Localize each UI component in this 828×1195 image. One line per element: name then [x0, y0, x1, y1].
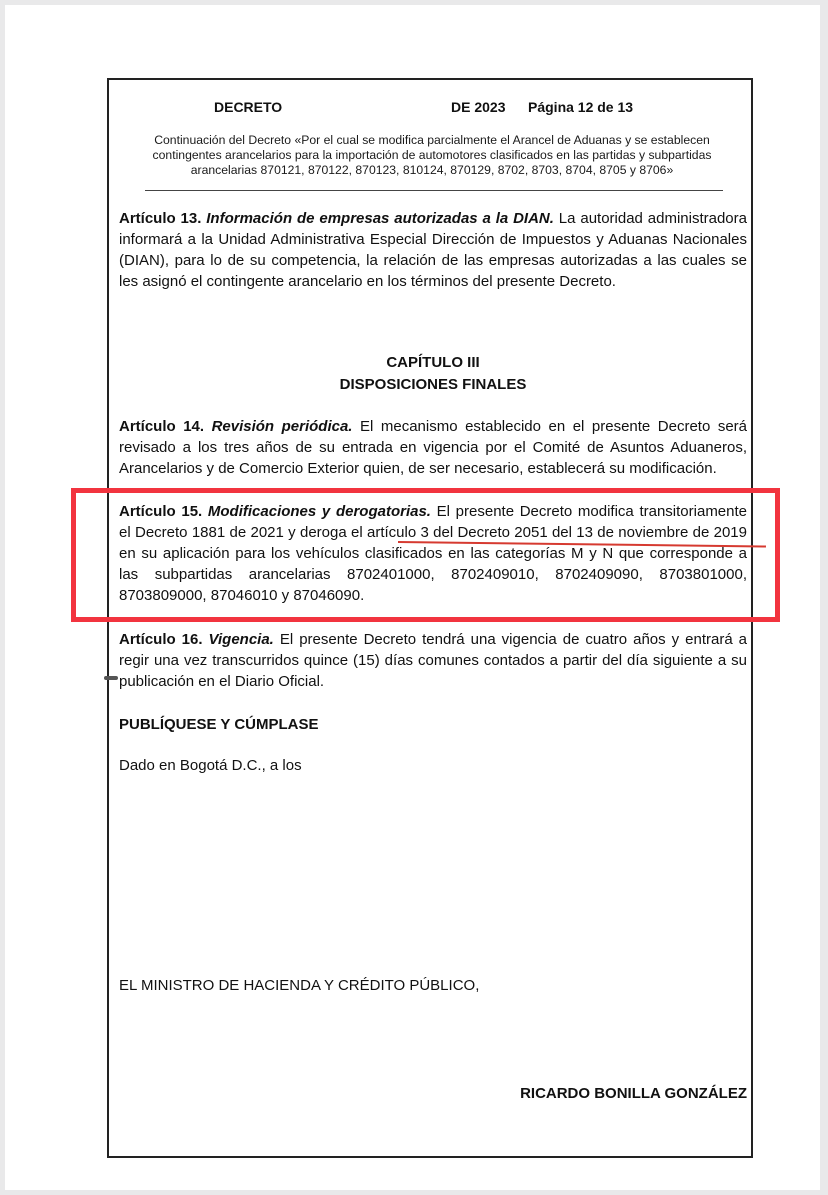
highlight-box-annotation	[71, 488, 780, 622]
dado-en-line: Dado en Bogotá D.C., a los	[119, 757, 302, 774]
header-decreto: DECRETO	[214, 99, 283, 115]
article-16	[119, 629, 747, 692]
publiquese-heading: PUBLÍQUESE Y CÚMPLASE	[119, 716, 319, 733]
article-14-label: Artículo 14.	[119, 418, 205, 435]
article-13-text: La autoridad administradora informará a la Unidad Administrativa Especial Dirección de Impuestos y Aduanas Nacionales (DIAN), para lo de su competencia, la relación de las empresas autorizadas a las cuales se les asignó el contingente arancelario en los términos del presente Decreto.	[119, 210, 747, 290]
article-13-title: Información de empresas autorizadas a la DIAN.	[206, 210, 554, 227]
article-16-text: El presente Decreto tendrá una vigencia de cuatro años y entrará a regir una vez transcurridos quince (15) días comunes contados a partir del día siguiente a su publicación en el Diario Oficial.	[119, 631, 748, 690]
header-divider	[145, 190, 723, 191]
article-13	[119, 208, 747, 292]
chapter-number: CAPÍTULO III	[386, 354, 480, 371]
article-14-text: El mecanismo establecido en el presente Decreto será revisado a los tres años de su entrada en vigencia por el Comité de Asuntos Aduaneros, Arancelarios y de Comercio Exterior quien, de ser necesario, establecerá su modificación.	[119, 418, 748, 477]
header-year: DE 2023	[451, 99, 506, 115]
header-page-number: Página 12 de 13	[528, 99, 634, 115]
article-15-label: Artículo 15.	[119, 503, 203, 520]
article-16-title: Vigencia.	[208, 631, 274, 648]
article-16-label: Artículo 16.	[119, 631, 203, 648]
article-14	[119, 416, 747, 479]
signature-name: RICARDO BONILLA GONZÁLEZ	[520, 1085, 747, 1102]
article-14-title: Revisión periódica.	[211, 418, 353, 435]
article-15-title: Modificaciones y derogatorias.	[207, 503, 431, 520]
pen-mark	[104, 676, 118, 680]
decree-continuation-title: Continuación del Decreto «Por el cual se modifica parcialmente el Arancel de Aduanas y se establecen contingentes arancelarios para la importación de automotores clasificados en las partidas y subpartidas arancelarias 870121, 870122, 870123, 810124, 870129, 8702, 8703, 8704, 8705 y 8706»	[152, 133, 712, 177]
minister-title: EL MINISTRO DE HACIENDA Y CRÉDITO PÚBLICO,	[119, 977, 480, 994]
article-15-text: El presente Decreto modifica transitoriamente el Decreto 1881 de 2021 y deroga el artículo 3 del Decreto 2051 del 13 de noviembre de 2019 en su aplicación para los vehículos clasificados en las categorías M y N que corresponde a las subpartidas arancelarias 8702401000, 8702409010, 8702409090, 8703801000, 8703809000, 87046010 y 87046090.	[119, 503, 748, 604]
chapter-name: DISPOSICIONES FINALES	[339, 376, 527, 393]
article-13-label: Artículo 13.	[119, 210, 202, 227]
